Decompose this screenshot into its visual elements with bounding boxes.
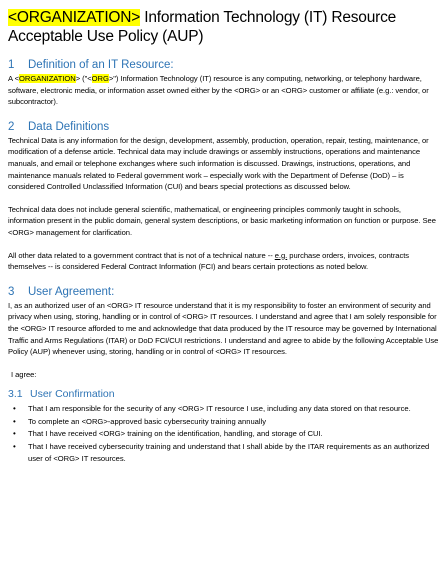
highlight-organization: ORGANIZATION [19,74,76,83]
section-1-heading [8,58,439,72]
user-confirmation-list [8,403,439,464]
section-1-title: Definition of an IT Resource: [28,59,174,71]
section-2-number: 2 [8,120,15,133]
section-3-1-heading [8,388,439,401]
section-3-number: 3 [8,285,15,298]
section-3-1-number: 3.1 [8,388,23,401]
highlight-org: ORG [91,74,109,83]
section-2-paragraph-1: Technical Data is any information for the design, development, assembly, production, operation, repair, testing, maintenance, or modification of a defense article. Technical data may include drawings or assembly instructions, operations and maintenance manuals, and email or telephone exchanges where such information is discussed. Drawings, instructions, operations, and maintenance manuals related to Federal government work – especially work with the Department of Defense (DoD) – is considered Controlled Unclassified Information (CUI) and bears special protections as discussed below. [8,135,429,192]
list-item: • That I am responsible for the security of any <ORG> IT resource I use, including any data stored on that resource. [13,404,411,414]
section-1-paragraph: A <ORGANIZATION> ("<ORG>") Information Technology (IT) resource is any computing, networking, or telephony hardware, software, electronic media, or information asset owned either by the <ORG> or an <ORG> customer or affiliate (e.g.: vendor, or subcontractor). [8,74,429,107]
section-3-title: User Agreement: [28,285,115,298]
section-1-number: 1 [8,59,15,71]
document-title [8,8,439,46]
section-2-title: Data Definitions [28,120,110,133]
bullet-icon: • [13,429,16,439]
title-text: Information Technology (IT) Resource Acceptable Use Policy (AUP) [8,9,397,45]
section-3-1-title: User Confirmation [30,388,115,401]
section-2-heading [8,120,439,134]
section-2-paragraph-2: Technical data does not include general scientific, mathematical, or engineering principles commonly taught in schools, information present in the public domain, general system descriptions, or basic marketing information on function or purpose. See <ORG> management for clarification. [8,204,436,237]
list-item: • That I have received cybersecurity training and understand that I shall abide by the ITAR requirements as an authorized user of <ORG> IT resources. [13,442,430,463]
eg-underlined: e.g. [274,250,288,260]
section-3-heading [8,285,439,299]
bullet-icon: • [13,404,16,414]
agree-label: I agree: [11,369,37,379]
list-item: • That I have received <ORG> training on the identification, handling, and storage of CUI. [13,429,323,439]
section-3-paragraph: I, as an authorized user of an <ORG> IT resource understand that it is my responsibility to foster an environment of security and privacy when using, storing, handling or in control of <ORG> IT resources. I understand and agree that I am solely responsible for the <ORG> IT resource afforded to me and acknowledge that data produced by the IT resource may be governed by International Traffic and Arms Regulations (ITAR) or DoD FCI/CUI restrictions. I understand and agree to abide by the following Acceptable Use Policy (AUP) whenever using, storing, handling or in control of <ORG> IT resources. [8,300,439,357]
section-2-paragraph-3: All other data related to a government contract that is not of a technical nature -- e.g. purchase orders, invoices, contracts themselves -- is considered Federal Contract Information (FCI) and bears certain protections as noted below. [8,250,410,272]
title-org-placeholder: <ORGANIZATION> [8,9,141,26]
list-item: • To complete an <ORG>-approved basic cybersecurity training annually [13,416,267,426]
bullet-icon: • [13,442,16,452]
bullet-icon: • [13,416,16,426]
